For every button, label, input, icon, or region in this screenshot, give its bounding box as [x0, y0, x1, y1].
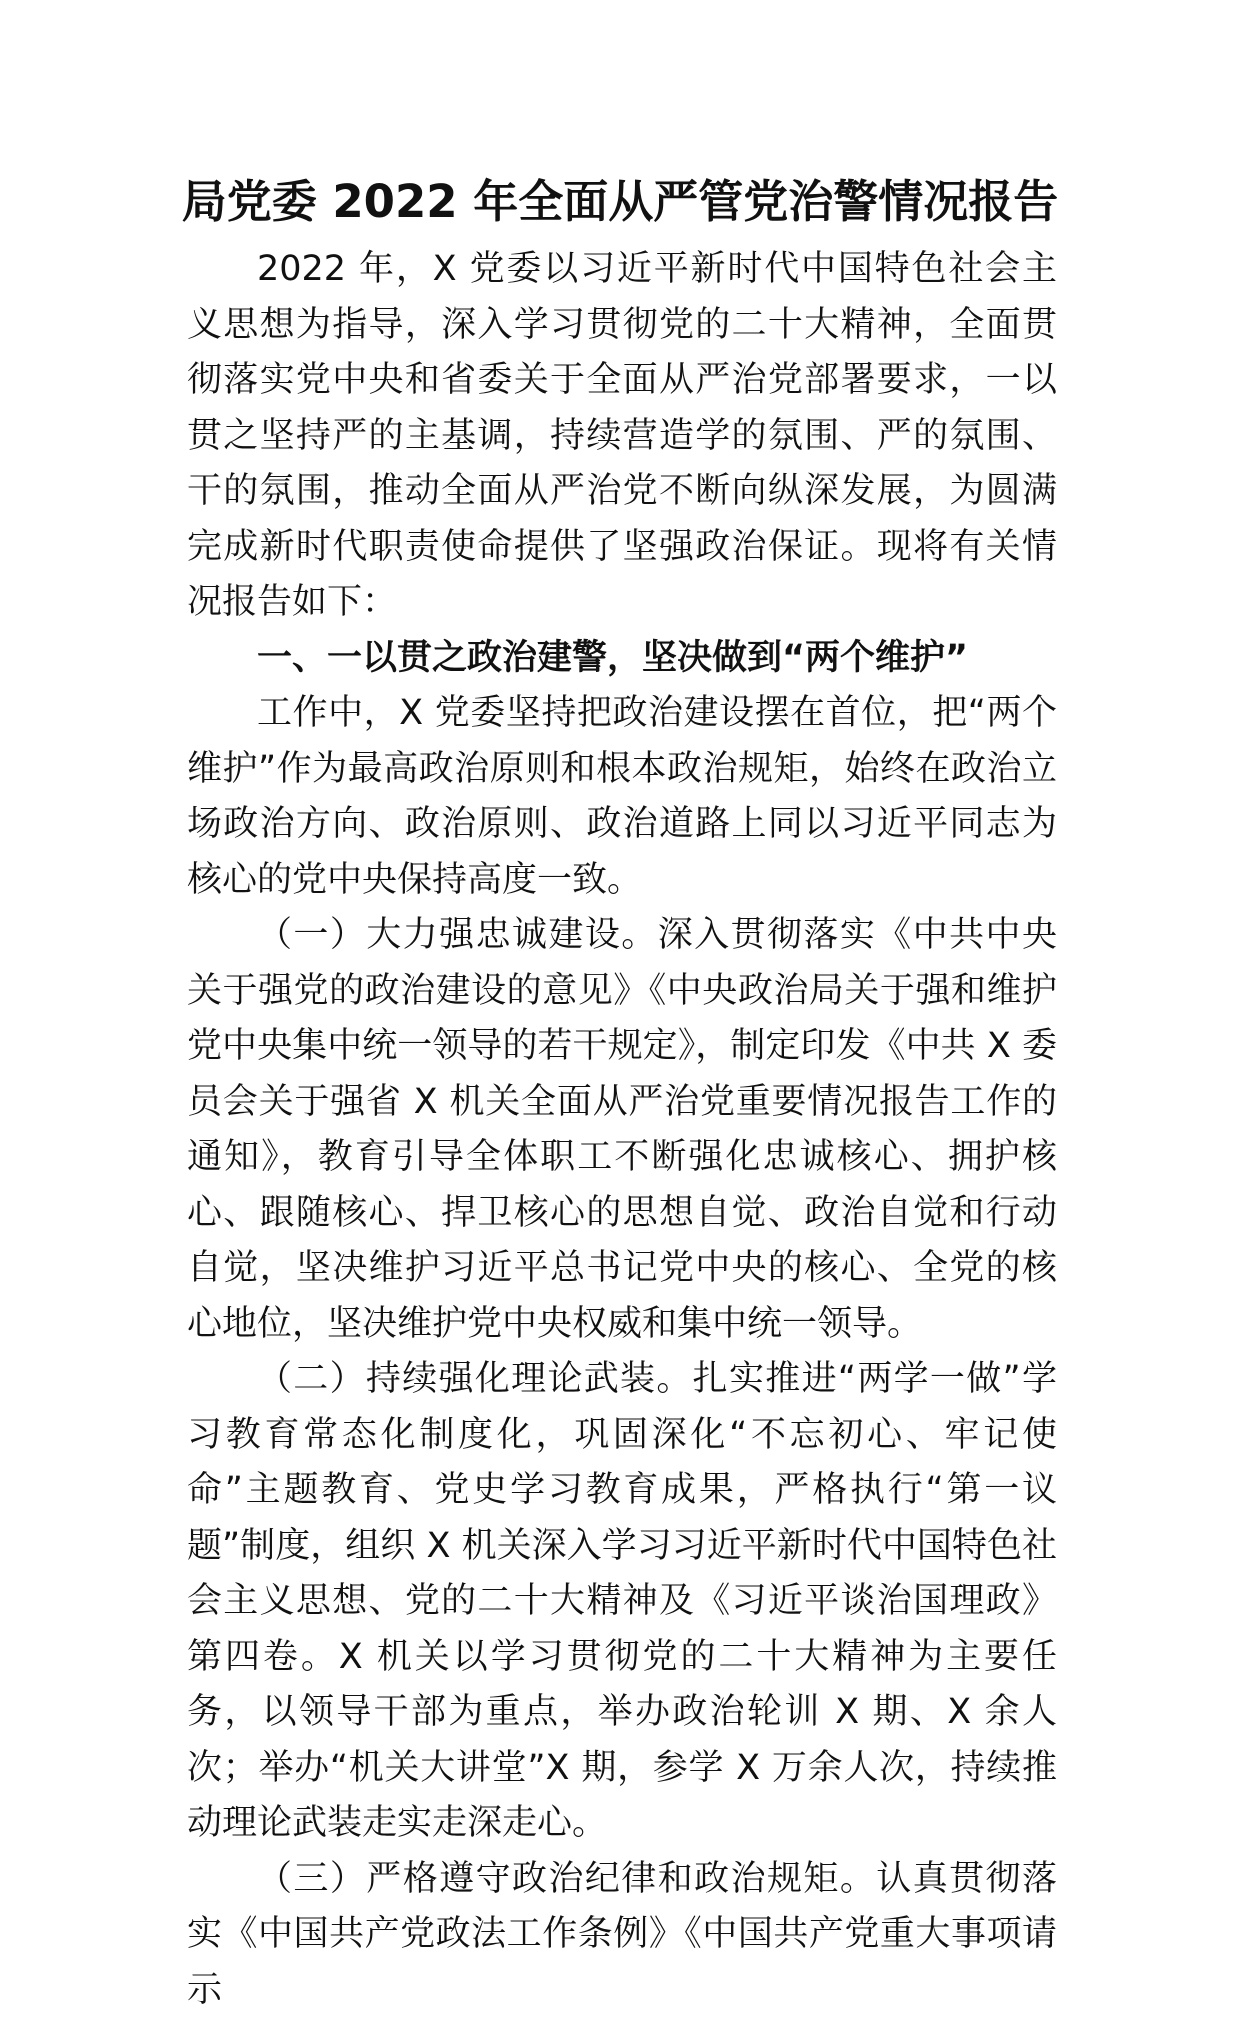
subsection-1-paragraph: （一）大力强忠诚建设。深入贯彻落实《中共中央关于强党的政治建设的意见》《中央政治局关于强和维护党中央集中统一领导的若干规定》，制定印发《中共 X 委员会关于强省 X 机关全面从严治党重要情况报告工作的通知》，教育引导全体职工不断强化忠诚核心、拥护核心、跟随核心、捍卫核心的思想自觉、政治自觉和行动自觉，坚决维护习近平总书记党中央的核心、全党的核心地位，坚决维护党中央权威和集中统一领导。 [187, 908, 1057, 1352]
section-heading-1: 一、一以贯之政治建警，坚决做到“两个维护” [187, 631, 1057, 687]
document-title: 局党委 2022 年全面从严管党治警情况报告 [150, 172, 1090, 232]
subsection-2-paragraph: （二）持续强化理论武装。扎实推进“两学一做”学习教育常态化制度化，巩固深化“不忘初心、牢记使命”主题教育、党史学习教育成果，严格执行“第一议题”制度，组织 X 机关深入学习习近平新时代中国特色社会主义思想、党的二十大精神及《习近平谈治国理政》第四卷。X 机关以学习贯彻党的二十大精神为主要任务，以领导干部为重点，举办政治轮训 X 期、X 余人次；举办“机关大讲堂”X 期，参学 X 万余人次，持续推动理论武装走实走深走心。 [187, 1352, 1057, 1852]
intro-paragraph: 2022 年，X 党委以习近平新时代中国特色社会主义思想为指导，深入学习贯彻党的二十大精神，全面贯彻落实党中央和省委关于全面从严治党部署要求，一以贯之坚持严的主基调，持续营造学的氛围、严的氛围、干的氛围，推动全面从严治党不断向纵深发展，为圆满完成新时代职责使命提供了坚强政治保证。现将有关情况报告如下： [187, 242, 1057, 631]
section-1-paragraph: 工作中，X 党委坚持把政治建设摆在首位，把“两个维护”作为最高政治原则和根本政治规矩，始终在政治立场政治方向、政治原则、政治道路上同以习近平同志为核心的党中央保持高度一致。 [187, 686, 1057, 908]
document-body [187, 242, 1057, 2018]
subsection-3-paragraph: （三）严格遵守政治纪律和政治规矩。认真贯彻落实《中国共产党政法工作条例》《中国共产党重大事项请示 [187, 1852, 1057, 2018]
